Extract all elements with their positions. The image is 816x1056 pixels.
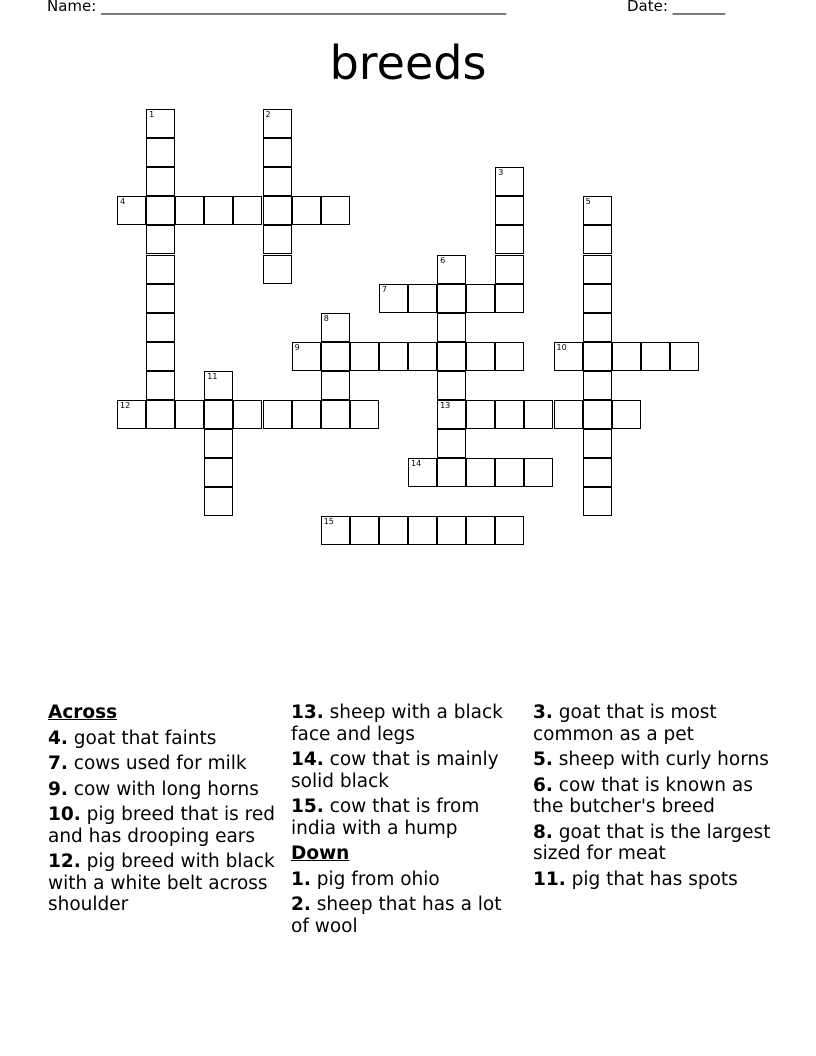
cell-number: 3: [498, 168, 504, 178]
clue-text: sheep with curly horns: [558, 749, 769, 770]
grid-cell[interactable]: [292, 342, 321, 371]
grid-cell[interactable]: [495, 284, 524, 313]
grid-cell[interactable]: [321, 400, 350, 429]
grid-cell[interactable]: [175, 196, 204, 225]
grid-cell[interactable]: [263, 400, 292, 429]
clue-across-7: [48, 753, 280, 775]
clue-across-9: [48, 779, 280, 801]
grid-cell[interactable]: [204, 400, 233, 429]
clue-number: 10.: [48, 804, 81, 825]
clue-text: sheep that has a lot of wool: [291, 894, 502, 937]
clue-number: 11.: [533, 868, 566, 890]
grid-cell[interactable]: [583, 255, 612, 284]
clue-number: 3.: [533, 702, 553, 723]
grid-cell[interactable]: [379, 284, 408, 313]
date-field-label: Date: _______: [627, 0, 726, 15]
grid-cell[interactable]: [583, 371, 612, 400]
clue-text: cow that is mainly solid black: [291, 749, 499, 792]
clue-number: 12.: [48, 851, 81, 872]
grid-cell[interactable]: [437, 458, 466, 487]
grid-cell[interactable]: [321, 313, 350, 342]
grid-cell[interactable]: [146, 138, 175, 167]
cell-number: 5: [585, 197, 591, 207]
clue-down-3: [533, 702, 773, 745]
grid-cell[interactable]: [263, 255, 292, 284]
grid-cell[interactable]: [379, 516, 408, 545]
cell-number: 7: [381, 284, 387, 294]
cell-number: 2: [265, 110, 271, 119]
clue-text: goat that is the largest sized for meat: [533, 821, 771, 864]
grid-cell[interactable]: [117, 196, 146, 225]
grid-cell[interactable]: [524, 400, 553, 429]
clue-number: 6.: [533, 774, 553, 796]
grid-cell[interactable]: [146, 225, 175, 254]
grid-cell[interactable]: [204, 371, 233, 400]
grid-cell[interactable]: [495, 167, 524, 196]
grid-cell[interactable]: [175, 400, 204, 429]
grid-cell[interactable]: [495, 255, 524, 284]
grid-cell[interactable]: [583, 342, 612, 371]
grid-cell[interactable]: [641, 342, 670, 371]
clues-column-3: [533, 702, 773, 894]
grid-cell[interactable]: [583, 400, 612, 429]
grid-cell[interactable]: [263, 109, 292, 138]
grid-cell[interactable]: [117, 400, 146, 429]
grid-cell[interactable]: [466, 516, 495, 545]
clue-text: goat that is most common as a pet: [533, 702, 717, 745]
grid-cell[interactable]: [437, 342, 466, 371]
grid-cell[interactable]: [437, 284, 466, 313]
clues-column-2: [291, 702, 523, 941]
clue-number: 9.: [48, 778, 68, 800]
clue-number: 5.: [533, 749, 553, 770]
grid-cell[interactable]: [437, 313, 466, 342]
grid-cell[interactable]: [466, 342, 495, 371]
grid-cell[interactable]: [612, 400, 641, 429]
grid-cell[interactable]: [146, 400, 175, 429]
grid-cell[interactable]: [612, 342, 641, 371]
clue-down-11: [533, 869, 773, 891]
grid-cell[interactable]: [146, 167, 175, 196]
clue-number: 15.: [291, 796, 324, 817]
grid-cell[interactable]: [146, 371, 175, 400]
cell-number: 11: [207, 371, 218, 381]
clue-text: pig breed that is red and has drooping ears: [48, 804, 275, 847]
grid-cell[interactable]: [437, 400, 466, 429]
clue-text: cows used for milk: [73, 753, 247, 774]
grid-cell[interactable]: [408, 458, 437, 487]
clue-across-4: [48, 728, 280, 750]
clue-text: pig from ohio: [316, 868, 440, 890]
cell-number: 1: [149, 110, 155, 119]
grid-cell[interactable]: [437, 429, 466, 458]
clue-across-14: [291, 749, 523, 792]
grid-cell[interactable]: [495, 196, 524, 225]
grid-cell[interactable]: [408, 342, 437, 371]
cell-number: 6: [440, 255, 446, 265]
grid-cell[interactable]: [466, 284, 495, 313]
clue-down-6: [533, 775, 773, 818]
clue-across-12: [48, 851, 280, 916]
clue-text: pig breed with black with a white belt across shoulder: [48, 851, 275, 915]
grid-cell[interactable]: [437, 371, 466, 400]
grid-cell[interactable]: [583, 284, 612, 313]
clue-number: 13.: [291, 702, 324, 723]
clue-number: 14.: [291, 749, 324, 770]
clue-across-15: [291, 796, 523, 839]
grid-cell[interactable]: [350, 400, 379, 429]
cell-number: 12: [120, 401, 131, 410]
grid-cell[interactable]: [263, 138, 292, 167]
grid-cell[interactable]: [583, 458, 612, 487]
clue-text: cow with long horns: [73, 778, 259, 800]
grid-cell[interactable]: [263, 225, 292, 254]
grid-cell[interactable]: [495, 458, 524, 487]
across-heading: Across: [48, 702, 118, 723]
cell-number: 13: [440, 401, 451, 410]
clues-column-1: [48, 702, 280, 920]
grid-cell[interactable]: [466, 400, 495, 429]
clue-text: goat that faints: [73, 727, 217, 749]
grid-cell[interactable]: [583, 196, 612, 225]
clue-text: cow that is known as the butcher's breed: [533, 774, 753, 817]
grid-cell[interactable]: [524, 458, 553, 487]
down-heading: Down: [291, 843, 350, 864]
clue-down-5: [533, 749, 773, 771]
grid-cell[interactable]: [233, 196, 262, 225]
grid-cell[interactable]: [408, 284, 437, 313]
cell-number: 15: [323, 517, 334, 527]
grid-cell[interactable]: [146, 313, 175, 342]
grid-cell[interactable]: [204, 458, 233, 487]
grid-cell[interactable]: [408, 516, 437, 545]
grid-cell[interactable]: [379, 342, 408, 371]
grid-cell[interactable]: [321, 196, 350, 225]
grid-cell[interactable]: [263, 196, 292, 225]
name-field-label: Name: ______________________________________________________: [47, 0, 507, 15]
grid-cell[interactable]: [670, 342, 699, 371]
clue-down-2: [291, 894, 523, 937]
grid-cell[interactable]: [495, 342, 524, 371]
cell-number: 8: [323, 313, 329, 323]
clue-text: sheep with a black face and legs: [291, 702, 503, 745]
clue-across-13: [291, 702, 523, 745]
grid-cell[interactable]: [146, 284, 175, 313]
clue-text: pig that has spots: [571, 868, 738, 890]
clue-number: 7.: [48, 753, 68, 774]
clue-number: 8.: [533, 821, 553, 843]
grid-cell[interactable]: [583, 487, 612, 516]
grid-cell[interactable]: [146, 342, 175, 371]
clue-across-10: [48, 804, 280, 847]
cell-number: 10: [556, 342, 567, 352]
grid-cell[interactable]: [583, 313, 612, 342]
grid-cell[interactable]: [554, 342, 583, 371]
grid-cell[interactable]: [495, 400, 524, 429]
grid-cell[interactable]: [437, 516, 466, 545]
grid-cell[interactable]: [466, 458, 495, 487]
grid-cell[interactable]: [321, 371, 350, 400]
grid-cell[interactable]: [495, 516, 524, 545]
grid-cell[interactable]: [146, 109, 175, 138]
clue-down-1: [291, 869, 523, 891]
grid-cell[interactable]: [321, 516, 350, 545]
grid-cell[interactable]: [263, 167, 292, 196]
grid-cell[interactable]: [204, 487, 233, 516]
cell-number: 9: [294, 342, 300, 352]
grid-cell[interactable]: [292, 400, 321, 429]
grid-cell[interactable]: [350, 342, 379, 371]
grid-cell[interactable]: [437, 255, 466, 284]
grid-cell[interactable]: [495, 225, 524, 254]
clue-text: cow that is from india with a hump: [291, 796, 480, 839]
grid-cell[interactable]: [321, 342, 350, 371]
grid-cell[interactable]: [583, 429, 612, 458]
grid-cell[interactable]: [233, 400, 262, 429]
cell-number: 14: [411, 459, 422, 469]
clue-number: 4.: [48, 727, 68, 749]
grid-cell[interactable]: [350, 516, 379, 545]
clue-down-8: [533, 822, 773, 865]
grid-cell[interactable]: [204, 196, 233, 225]
grid-cell[interactable]: [292, 196, 321, 225]
grid-cell[interactable]: [583, 225, 612, 254]
grid-cell[interactable]: [146, 196, 175, 225]
clue-number: 1.: [291, 868, 311, 890]
grid-cell[interactable]: [204, 429, 233, 458]
clue-number: 2.: [291, 894, 311, 915]
puzzle-title: breeds: [329, 36, 487, 90]
cell-number: 4: [120, 197, 126, 207]
grid-cell[interactable]: [554, 400, 583, 429]
grid-cell[interactable]: [146, 255, 175, 284]
